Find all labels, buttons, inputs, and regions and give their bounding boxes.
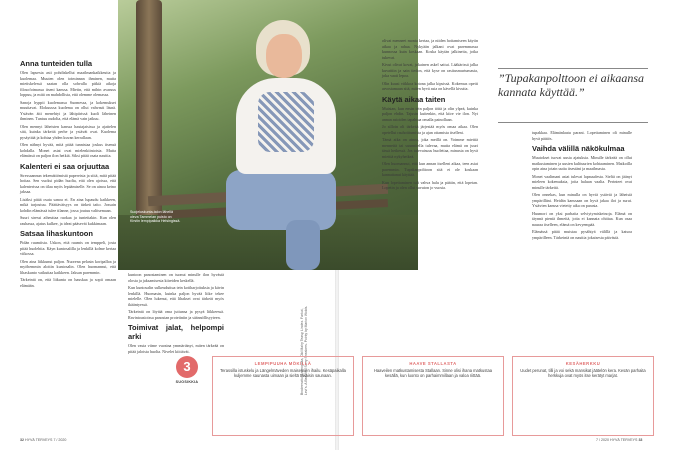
page-number-right: 33 bbox=[638, 438, 643, 442]
paragraph: Stressaannun tekemättömistä papereista ja siitä, mitä pitää hoitaa. Sen vuoksi pidän huolta, että olen ajoissa, että kalenterissa on tilaa myös lepäämiselle. Se on ainoa keino jaksaa. bbox=[20, 172, 116, 194]
favourite-box-2 bbox=[362, 356, 504, 436]
footer-left bbox=[20, 438, 66, 442]
issue-left: 7 / 2020 bbox=[53, 438, 67, 442]
heading-anna-tunteiden-tulla: Anna tunteiden tulla bbox=[20, 59, 93, 68]
favourites-label: SUOSIKKIA bbox=[175, 380, 199, 384]
left-column-1 bbox=[20, 56, 116, 290]
paragraph: Kun kuntosalin sulkeuduttua tein kotiharjoituksia ja kävin lenkillä. Huomasin, kuinka paljon hyvää liike tekee mielelle. Olen lukenut, että lihakset ovat tärkeät myös ikääntyessä. bbox=[128, 285, 224, 307]
heading-kayta-aikaa-taiten: Käytä aikaa taiten bbox=[382, 94, 446, 104]
paragraph: Olin kuusi viikkoa kotona jalka kipsissä. Kokemus opetti arvostamaan sitä, miten hyvä asia on kävellä kivutta. bbox=[382, 80, 478, 91]
paragraph: Lisäksi pitää osata sanoa ei. En aina lupaudu kaikkeen, mikä tarjoutuu. Päättäväisyys on tärkeä taito. Jossain kohdin elämässä tulee tilanne, jossa joutuu valitsemaan. bbox=[20, 196, 116, 213]
favourites-badge: 3 bbox=[176, 356, 198, 378]
favourite-title: LEMPIPUUHA MÖKILLÄ bbox=[254, 361, 312, 366]
paragraph: Olen aina liikkunut paljon. Nuorena pelasin koripalloa ja myöhemmin aloitin kuntosalin. Olen huomannut, että lihaskunto vaikuttaa kaikkeen. Jaksan paremmin. bbox=[20, 258, 116, 275]
issue-right: 7 / 2020 bbox=[596, 438, 609, 442]
paragraph: Huumori on yksi parhaita selviytymiskeinoja. Elämä on täynnä pieniä ihmeitä, joita ei kannata ohittaa. Kun osaa nauraa itselleen, elämä on kevyempää. bbox=[532, 210, 632, 227]
paragraph: Olen mennyt läheisten kanssa hautajaisissa ja ajattelen sitä, kuinka tärkeitä perhe ja ystävät ovat. Kuolema pysäyttää ja kohtaa yhden kuvan kerrallaan. bbox=[20, 123, 116, 140]
paragraph: Tärkeintä on löytää oma juttunsa ja pysyä liikkeessä. Ravintoasioissa panostan proteiiniin ja säännöllisyyteen. bbox=[128, 309, 224, 320]
paragraph: Olen vasta viime vuosina ymmärtänyt, miten tärkeää on pitää jaloista huolta. Nivelet kiittävät. bbox=[128, 343, 224, 354]
magazine-name-right: HYVÄ TERVEYS bbox=[610, 438, 638, 442]
photo-credit: Brodeerattu puseropaita, Old Mahy Teasy, Lindex. Farkut, Levi’s. A Beautiful Sorry Sneakers. Pointy by Marion Wolds. bbox=[300, 305, 309, 395]
person-face bbox=[266, 34, 302, 78]
person-legs bbox=[226, 170, 336, 230]
paragraph: Kivut olivat kovat, jokainen askel sattui. Lääkärissä jalka kuvattiin ja sain tiedon, että kyse on rasitusmurtumasta, joka vaati lepoa. bbox=[382, 62, 478, 78]
quote-rule-top bbox=[498, 68, 648, 69]
pull-quote: ”Tupakanpolttoon ei aikaansa kannata käyttää.” bbox=[498, 71, 645, 99]
paragraph: Tämä aika on ainoa, joka meillä on. Voimme miettiä menneitä tai suunnitella tulevaa, mutta elämä on juuri tässä hetkessä. Jos tulevaisuus huolettaa, minusta on hyvä miettiä nykyhetkeä. bbox=[382, 137, 478, 159]
magazine-name-left: HYVÄ TERVEYS bbox=[25, 438, 53, 442]
favourite-body: Uudet perunat, tilli ja voi sekä mansikat jäätelön kera. Kesän parhaita herkkuja ovat myös itse kerätyt marjat. bbox=[520, 368, 646, 379]
right-column-2 bbox=[532, 130, 632, 242]
right-column-1 bbox=[382, 38, 478, 193]
favourite-box-1 bbox=[212, 356, 354, 436]
paragraph: Pidän ruumiista. Uskon, että ruumis on temppeli, josta pitää huolehtia. Käyn kuntosalilla ja lenkillä kolme kertaa viikossa. bbox=[20, 240, 116, 256]
page-number-left: 32 bbox=[20, 438, 24, 442]
paragraph: Elämässä pitää muistaa pysähtyä välillä ja katsoa ympärilleen. Tärkeintä on nauttia jokaisesta päivästä. bbox=[532, 229, 632, 240]
paragraph: Olen onnekas, kun minulla on hyviä ystäviä ja läheisiä ympärilläni. Heidän kanssaan on hyvä jakaa ilot ja surut. Ystävien kanssa vietetty aika on parasta. bbox=[532, 192, 632, 208]
footer-right bbox=[596, 438, 642, 442]
left-column-2 bbox=[128, 272, 224, 356]
favourite-body: Terassilla istuskelu ja Längelmäveden maisemien ihailu. Kesäpaikalla kuljemme saunasta uimaan ja sieltä takaisin saunaan. bbox=[220, 368, 346, 379]
favourite-box-3 bbox=[512, 356, 654, 436]
paragraph: kuntoon panostaminen on tuonut minulle ilon hyvästä olosta ja jaksamisesta kiireiden keskellä. bbox=[128, 272, 224, 283]
heading-vaihda-valilla: Vaihda välillä näkökulmaa bbox=[532, 144, 625, 153]
photo-caption: Suojeluskunta-talon lähellä oleva Tammelan puisto on Kirstin lempipaikka Helsingissä. bbox=[130, 210, 181, 224]
paragraph: Sanoja hyppii kuolemassa Suomessa, ja kokemukset muuttavat. Elokuussa kuolema on ollut vahvasti läsnä. Ystävän äiti menehtyi ja lähipiirissä kuoli läheinen ihminen. Tuntuu oudolta, että elämä vain jatkuu. bbox=[20, 99, 116, 121]
paragraph: Olen lapsesta asti pohdiskellut maailmankaikkeutta ja kuolemaa. Muuten olen toiminnan ihminen, mutta mietiskelessä saatan olla sohvalla pitkiä aikoja filosofoimassa itseni kanssa. Mietin, että mihin avaruus loppuu, ja mitä on mahdollista, että olemme olemassa. bbox=[20, 70, 116, 97]
favourite-body: Haaveilen matkustamisesta Stallaan. Sinne olisi ihana matkustaa kesällä, kun luonto on parhaimmillaan ja valoa riittää. bbox=[373, 368, 493, 379]
paragraph: olivat menneet monta kertaa, ja niiden hoitamiseen käytin aikaa ja rahaa. Nykyään jalkani ovat paremmassa kunnossa kuin koskaan. Koska käytän jalkineita, jotka tukevat. bbox=[382, 38, 478, 60]
paragraph: Tärkeintä on, että liikunta on hauskaa ja sopii omaan elämään. bbox=[20, 277, 116, 288]
heading-satsaa-lihaskuntoon: Satsaa lihaskuntoon bbox=[20, 229, 93, 238]
paragraph: Jo silloin oli tärkeää järjestää myös omaa aikaa. Olen opetellut rauhoittumista ja ajan ottamista itselleni. bbox=[382, 124, 478, 135]
quote-rule-bottom bbox=[498, 122, 648, 123]
paragraph: Muistan, kun ensin tein paljon töitä ja olin ylpeä, kuinka paljon ehdin. Tajusin kuitenkin, että kiire vie ilon. Nyt annan asioiden tapahtua omalla painollaan. bbox=[382, 105, 478, 122]
heading-toimivat-jalat: Toimivat jalat, helpompi arki bbox=[128, 323, 224, 341]
person-leg bbox=[286, 220, 320, 270]
paragraph: Monet vaalimani asiat tulevat lapsuudesta. Sieltä on jäänyt mieleen kokemuksia, joita haluan vaalia. Perinteet ovat minulle tärkeitä. bbox=[532, 173, 632, 190]
favourite-title: HAAVE STALLASTA bbox=[409, 361, 457, 366]
paragraph: tupakkaa. Elämänlaatu parani. Lopettaminen oli minulle hyvä päätös. bbox=[532, 130, 632, 141]
paragraph: Olen nähnyt hyvää, mitä pitää tunnistaa joskus itsensä kohdalla. Monet asiat ovat mielenkiintoisia. Mutta elämässä on paljon ilon hetkiä. Siksi pitää osata nauttia. bbox=[20, 142, 116, 158]
paragraph: Suuri stressi aiheuttaa ruokaa ja tunteitakin. Kun olen rauhassa, ajatus kulkee, ja ideat pääsevät kukkimaan. bbox=[20, 215, 116, 226]
paragraph: Olen huomannut, että kun annan itselleni aikaa, teen asiat paremmin. Tupakanpolttoon sitä ei ole koskaan kannattanut käyttää. bbox=[382, 161, 478, 177]
blouse-embroidery bbox=[258, 92, 314, 152]
heading-kalenteri: Kalenteri ei saa orjuuttaa bbox=[20, 161, 110, 171]
paragraph: Muutokset tuovat uusia ajatuksia. Minulle tärkeää on ollut matkustaminen ja uusien kulttuurien kohtaaminen. Matkoilla opin aina jotain uutta itsestäni ja maailmasta. bbox=[532, 155, 632, 171]
paragraph: Kun lopettaminen tuli vahva halu ja päätin, että lopetan. Lopetin ja olen ollut savuton jo vuosia. bbox=[382, 179, 478, 190]
favourite-title: KESÄHERKKU bbox=[565, 361, 601, 366]
